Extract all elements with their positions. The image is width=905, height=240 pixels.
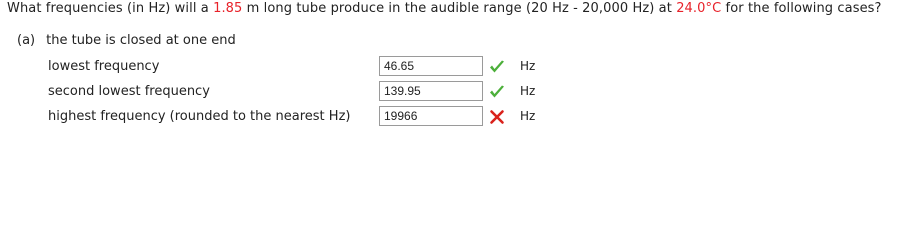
- answer-row-highest: [0, 106, 905, 128]
- question-text-part: for the following cases?: [721, 1, 882, 16]
- part-a-text: the tube is closed at one end: [46, 33, 236, 48]
- second-lowest-frequency-input[interactable]: [379, 81, 483, 101]
- unit-label: Hz: [520, 59, 536, 73]
- question-text: [7, 1, 882, 16]
- part-a-heading: [17, 33, 236, 48]
- row-label: highest frequency (rounded to the nearest Hz): [48, 109, 351, 124]
- answer-row-lowest: [0, 56, 905, 78]
- row-label: lowest frequency: [48, 59, 160, 74]
- row-label: second lowest frequency: [48, 84, 210, 99]
- highest-frequency-input[interactable]: [379, 106, 483, 126]
- unit-label: Hz: [520, 84, 536, 98]
- lowest-frequency-input[interactable]: [379, 56, 483, 76]
- x-mark-icon: [489, 109, 505, 125]
- tube-length-value: 1.85: [213, 1, 243, 16]
- unit-label: Hz: [520, 109, 536, 123]
- checkmark-icon: [489, 59, 505, 75]
- question-text-part: What frequencies (in Hz) will a: [7, 1, 214, 16]
- checkmark-icon: [489, 84, 505, 100]
- answer-row-second-lowest: [0, 81, 905, 103]
- temperature-value: 24.0°C: [676, 1, 722, 16]
- part-a-label: (a): [17, 33, 36, 48]
- question-text-part: m long tube produce in the audible range (20 Hz - 20,000 Hz) at: [242, 1, 677, 16]
